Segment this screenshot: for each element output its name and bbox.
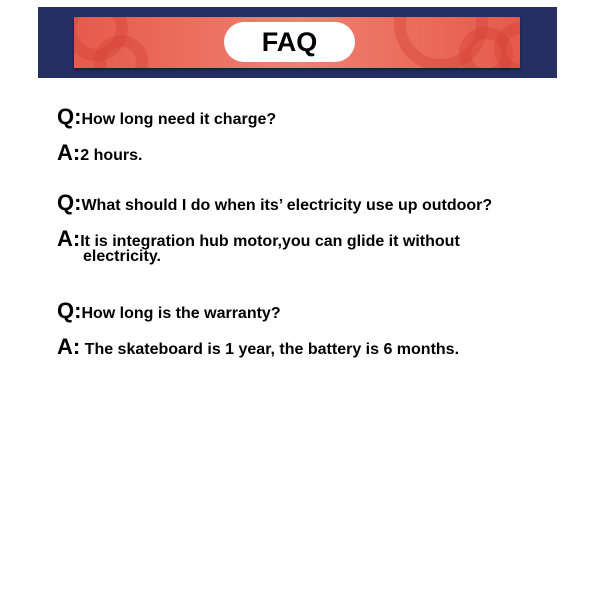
answer-2: A:It is integration hub motor,you can glide it without bbox=[57, 226, 460, 251]
answer-1: A:2 hours. bbox=[57, 140, 143, 165]
answer-3: A: The skateboard is 1 year, the battery is 6 months. bbox=[57, 334, 460, 359]
header-band bbox=[38, 7, 557, 78]
faq-banner bbox=[74, 17, 520, 68]
page-title: FAQ bbox=[224, 22, 355, 62]
question-1: Q:How long need it charge? bbox=[57, 104, 277, 129]
question-2: Q:What should I do when its’ electricity use up outdoor? bbox=[57, 190, 493, 215]
answer-2-continued: electricity. bbox=[83, 248, 161, 265]
question-3: Q:How long is the warranty? bbox=[57, 298, 281, 323]
